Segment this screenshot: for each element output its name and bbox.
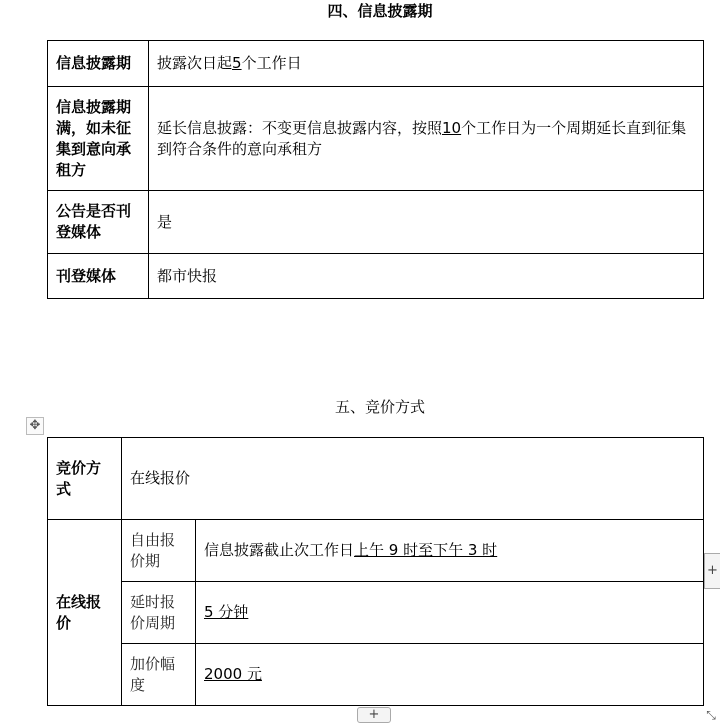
row-value[interactable]: 都市快报 bbox=[149, 254, 704, 299]
underlined-value: 5 分钟 bbox=[204, 603, 249, 621]
row-label: 刊登媒体 bbox=[48, 254, 149, 299]
row-label: 在线报价 bbox=[48, 520, 122, 706]
add-row-button[interactable] bbox=[357, 707, 391, 723]
value-prefix: 信息披露截止次工作日 bbox=[204, 541, 355, 559]
table-row bbox=[48, 254, 704, 299]
row-value[interactable] bbox=[196, 582, 704, 644]
table-row bbox=[48, 644, 704, 706]
row-value[interactable]: 是 bbox=[149, 191, 704, 254]
add-column-button[interactable] bbox=[704, 553, 720, 589]
disclosure-table bbox=[47, 40, 704, 299]
value-suffix: 个工作日为一个周期延长直到征集到符合条件的意向承租方 bbox=[157, 118, 687, 158]
move-icon[interactable]: ✥ bbox=[26, 417, 44, 435]
row-value[interactable]: 在线报价 bbox=[122, 438, 704, 520]
value-prefix: 延长信息披露：不变更信息披露内容，按照 bbox=[157, 118, 443, 137]
row-label: 公告是否刊登媒体 bbox=[48, 191, 149, 254]
table-row bbox=[48, 41, 704, 87]
row-value[interactable] bbox=[196, 520, 704, 582]
row-label: 竞价方式 bbox=[48, 438, 122, 520]
underlined-value: 10 bbox=[442, 118, 462, 137]
plus-icon: + bbox=[368, 707, 380, 722]
sub-row-label: 延时报价周期 bbox=[122, 582, 196, 644]
table-row bbox=[48, 191, 704, 254]
row-value[interactable] bbox=[149, 87, 704, 191]
value-suffix: 个工作日 bbox=[241, 54, 302, 72]
resize-icon[interactable]: ⤡ bbox=[706, 708, 716, 722]
row-value[interactable] bbox=[149, 41, 704, 87]
underlined-value: 2000 元 bbox=[204, 665, 262, 683]
value-prefix: 披露次日起 bbox=[157, 54, 233, 72]
bidding-table bbox=[47, 437, 704, 706]
table-row bbox=[48, 582, 704, 644]
sub-row-label: 加价幅度 bbox=[122, 644, 196, 706]
underlined-value: 5 bbox=[232, 54, 242, 72]
section5-title: 五、竞价方式 bbox=[334, 398, 425, 416]
table-row bbox=[48, 87, 704, 191]
plus-icon: + bbox=[707, 563, 718, 578]
sub-row-label: 自由报价期 bbox=[122, 520, 196, 582]
row-label: 信息披露期 bbox=[48, 41, 149, 87]
table-row bbox=[48, 520, 704, 582]
row-label: 信息披露期满，如未征集到意向承租方 bbox=[48, 87, 149, 191]
row-value[interactable] bbox=[196, 644, 704, 706]
underlined-value: 上午 9 时至下午 3 时 bbox=[354, 541, 498, 559]
section4-title: 四、信息披露期 bbox=[327, 2, 433, 20]
table-row bbox=[48, 438, 704, 520]
